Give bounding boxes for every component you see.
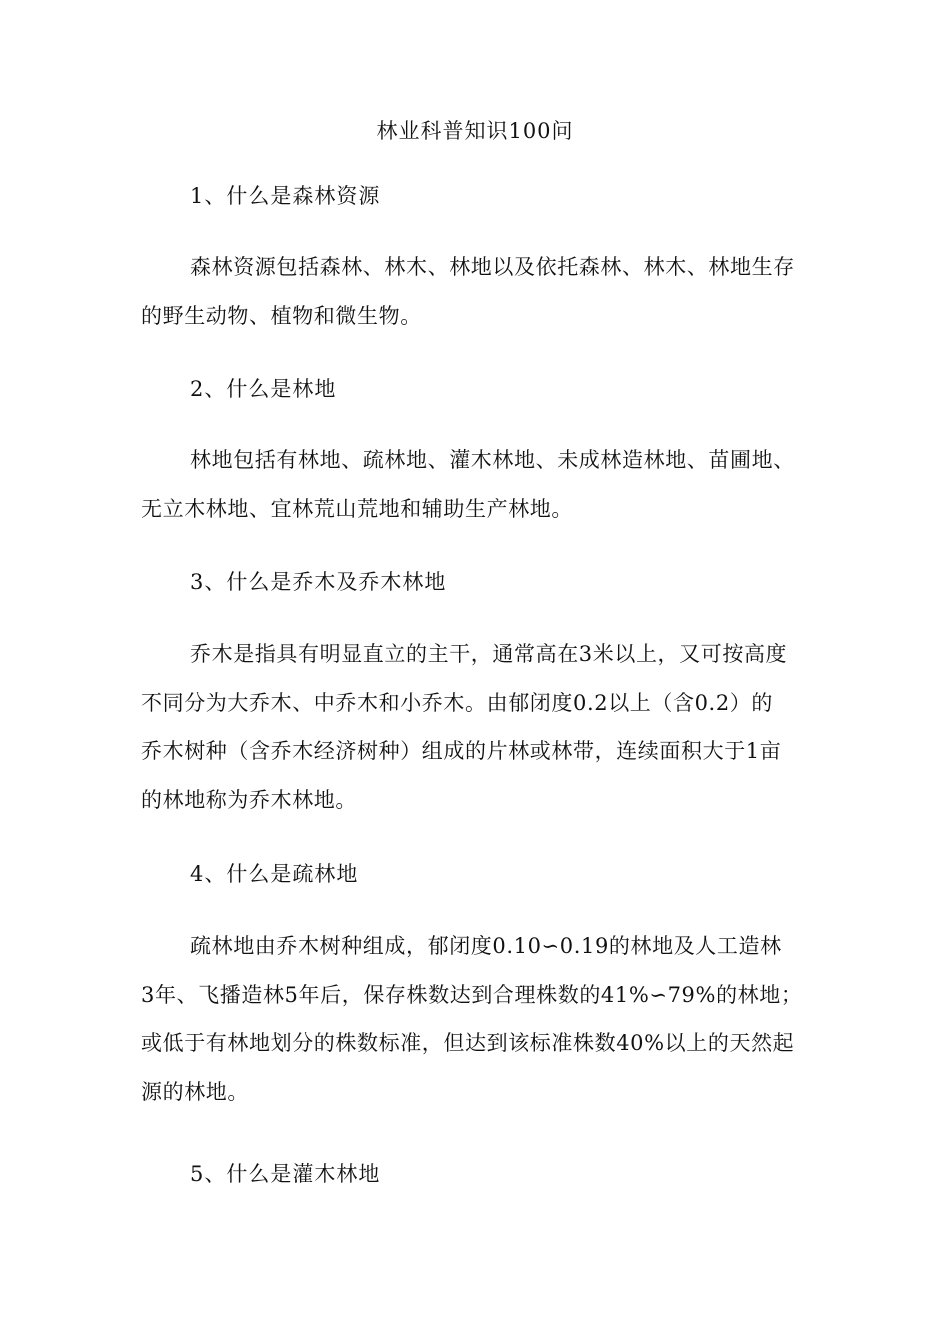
section-paragraph [141,922,817,1116]
paragraph-line: 或低于有林地划分的株数标准，但达到该标准株数40%以上的天然起 [141,1031,795,1055]
section-paragraph [141,436,817,533]
document-title: 林业科普知识100问 [376,119,574,143]
paragraph-line: 不同分为大乔木、中乔木和小乔木。由郁闭度0.2以上（含0.2）的 [141,690,773,715]
section-paragraph [141,630,817,824]
paragraph-line: 的林地称为乔木林地。 [141,787,357,812]
section-heading: 4、什么是疏林地 [190,862,359,886]
paragraph-line: 林地包括有林地、疏林地、灌木林地、未成林造林地、苗圃地、 [190,448,795,472]
paragraph-line: 乔木树种（含乔木经济树种）组成的片林或林带，连续面积大于1亩 [141,739,782,763]
section-heading: 5、什么是灌木林地 [190,1162,381,1186]
paragraph-line: 森林资源包括森林、林木、林地以及依托森林、林木、林地生存 [190,255,795,279]
paragraph-line: 疏林地由乔木树种组成，郁闭度0.10∽0.19的林地及人工造林 [190,934,782,958]
section-heading: 1、什么是森林资源 [190,184,381,208]
paragraph-line: 无立木林地、宜林荒山荒地和辅助生产林地。 [141,496,573,521]
section-heading: 2、什么是林地 [190,377,337,401]
paragraph-line: 3年、飞播造林5年后，保存株数达到合理株数的41%∽79%的林地； [141,982,803,1007]
paragraph-line: 乔木是指具有明显直立的主干，通常高在3米以上，又可按高度 [190,642,788,666]
paragraph-line: 的野生动物、植物和微生物。 [141,303,422,328]
section-heading: 3、什么是乔木及乔木林地 [190,570,447,594]
paragraph-line: 源的林地。 [141,1079,249,1104]
section-paragraph [141,243,817,340]
